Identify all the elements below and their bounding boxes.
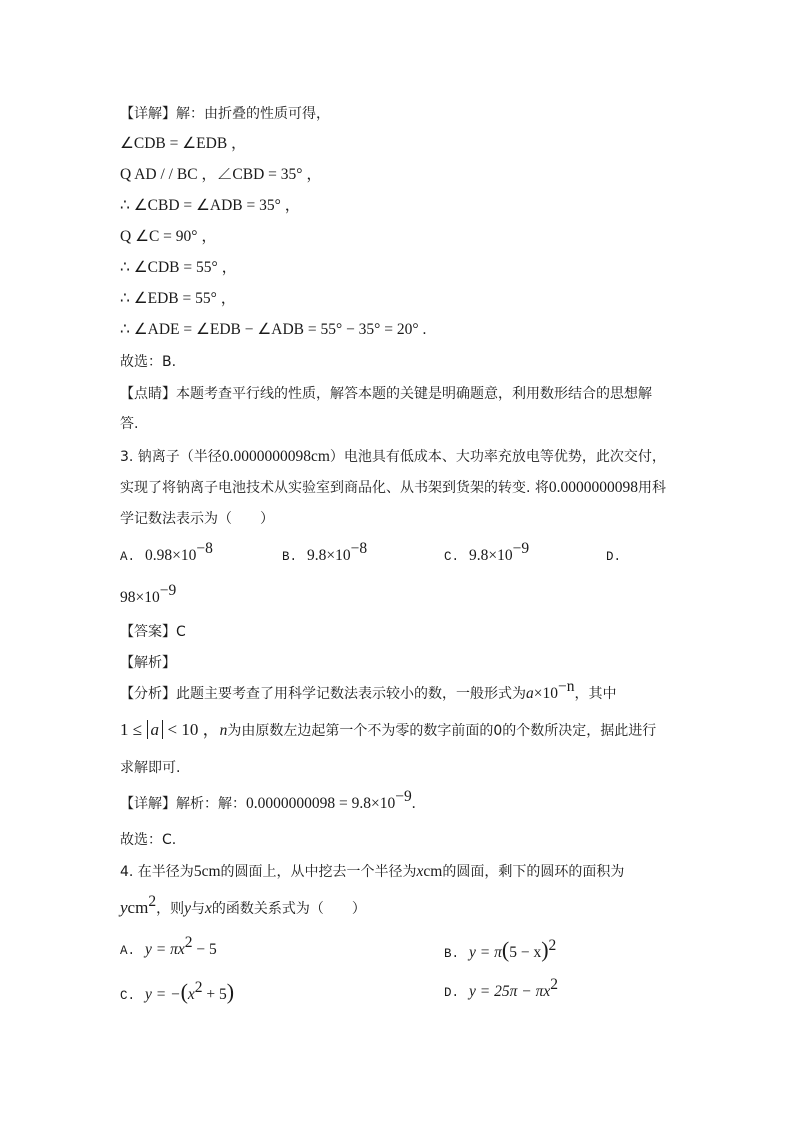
- q4-option-d[interactable]: [444, 976, 558, 1003]
- option-value: 9.8×10: [307, 547, 351, 564]
- q3-option-c[interactable]: [444, 540, 530, 567]
- math-a: a: [526, 685, 534, 702]
- option-formula: y = πx: [145, 941, 185, 958]
- therefore-symbol: ∴: [120, 290, 130, 307]
- comment-tag: 【点睛】: [120, 386, 176, 402]
- option-label: B.: [282, 550, 298, 564]
- q4-option-a[interactable]: [120, 934, 217, 961]
- q3-stem-line-1: [120, 447, 666, 467]
- math-x: x: [204, 900, 212, 917]
- step-3: [120, 196, 300, 216]
- choice-line: 故选：B.: [120, 354, 177, 370]
- option-label: B.: [444, 947, 460, 961]
- fenxi-text: 为由原数左边起第一个不为零的数字前面的0的个数所决定，据此进行: [227, 723, 657, 739]
- option-formula-tail: + 5: [202, 986, 227, 1003]
- comment-text: 本题考查平行线的性质，解答本题的关键是明确题意，利用数形结合的思想解: [176, 386, 652, 402]
- q4-option-b[interactable]: B. $y = \pi(5 - x)^2$: [444, 937, 557, 962]
- step-6: [120, 289, 236, 309]
- q3-stem-text: 3. 钠离子（半径: [120, 449, 222, 465]
- q4-radius: 5cm: [193, 863, 221, 880]
- comment-line-2: 答.: [120, 416, 139, 432]
- option-label: C.: [120, 989, 136, 1003]
- option-formula-tail: − 5: [192, 941, 217, 958]
- q3-stem-text: 用科: [638, 480, 667, 496]
- option-exponent: 2: [548, 937, 557, 954]
- step-6-text: ∠EDB = 55° ，: [133, 290, 237, 307]
- option-formula: y = −: [145, 986, 181, 1003]
- math-y: y: [120, 898, 128, 917]
- answer-line: [120, 622, 186, 642]
- q3-choice-line: 故选：C.: [120, 832, 177, 848]
- math-x: x: [416, 863, 424, 880]
- fenxi-line-1: [120, 678, 617, 704]
- q4-stem-line-2: [120, 893, 366, 919]
- step-3-text: ∠CBD = ∠ADB = 35° ，: [133, 197, 301, 214]
- q4-stem-text: 的函数关系式为（ ）: [211, 901, 366, 917]
- fenxi-line-2: [120, 720, 656, 741]
- option-exponent: −8: [350, 540, 368, 557]
- option-value: 98×10: [120, 589, 160, 606]
- q4-stem-line-1: [120, 862, 624, 882]
- q4-stem-text: 的圆面，剩下的圆环的面积为: [442, 864, 625, 880]
- math-n: n: [219, 722, 228, 739]
- step-5-text: ∠CDB = 55° ，: [133, 259, 238, 276]
- step-7: [120, 320, 426, 340]
- step-4: [120, 227, 217, 247]
- because-symbol: Q: [120, 228, 132, 245]
- option-label: A.: [120, 944, 136, 958]
- option-formula-inner: 5 − x: [509, 944, 542, 961]
- q3-option-a[interactable]: [120, 540, 213, 567]
- therefore-symbol: ∴: [120, 259, 130, 276]
- step-7-text: ∠ADE = ∠EDB − ∠ADB = 55° − 35° = 20° .: [133, 321, 427, 338]
- q4-stem-text: ，则: [156, 901, 185, 917]
- q3-stem-text: 实现了将钠离子电池技术从实验室到商品化、从书架到货架的转变. 将: [120, 480, 549, 496]
- q3-option-d[interactable]: [606, 546, 631, 567]
- option-exponent: −8: [196, 540, 213, 557]
- detail-line: [120, 104, 330, 124]
- answer-tag: 【答案】: [120, 624, 176, 640]
- option-label: D.: [606, 550, 622, 564]
- math-abs-a: a: [147, 720, 164, 739]
- q3-stem-text: ）电池具有低成本、大功率充放电等优势，此次交付，: [329, 449, 666, 465]
- step-1: [120, 134, 247, 154]
- fenxi-tag: 【分析】: [120, 686, 176, 702]
- step-4-text: ∠C = 90° ，: [135, 228, 217, 245]
- q3-option-d-value: [120, 582, 177, 608]
- q3-radius-value: 0.0000000098cm: [221, 448, 330, 465]
- detail-period: .: [411, 795, 416, 812]
- option-value: 9.8×10: [469, 547, 513, 564]
- step-1-text: ∠CDB = ∠EDB ，: [120, 135, 247, 152]
- math-inequality: < 10 ，: [167, 720, 220, 739]
- q3-number: 0.0000000098: [548, 479, 639, 496]
- math-ten: ×10: [533, 685, 558, 702]
- detail-math: 0.0000000098 = 9.8×10: [246, 795, 396, 812]
- q3-stem-line-3: 学记数法表示为（ ）: [120, 511, 274, 527]
- option-label: D.: [444, 986, 460, 1000]
- fenxi-text: ，其中: [574, 686, 617, 702]
- math-inequality: 1 ≤: [120, 720, 143, 739]
- option-exponent: 2: [550, 976, 558, 993]
- math-exponent: −n: [558, 678, 575, 695]
- detail-text: 解：由折叠的性质可得，: [176, 106, 330, 122]
- q4-option-c[interactable]: C. $y = -(x^2 + 5)$: [120, 979, 235, 1004]
- step-2-text: AD / / BC ，∠CBD = 35° ，: [134, 166, 322, 183]
- option-value: 0.98×10: [145, 547, 197, 564]
- therefore-symbol: ∴: [120, 321, 130, 338]
- comment-line: [120, 384, 652, 404]
- q4-stem-text: 4. 在半径为: [120, 864, 194, 880]
- option-formula: y = 25π − πx: [469, 983, 551, 1000]
- q4-stem-text: 与: [190, 901, 205, 917]
- detail-exponent: −9: [395, 788, 412, 805]
- because-symbol: Q: [120, 166, 132, 183]
- answer-value: C: [176, 624, 186, 640]
- option-exponent: −9: [159, 582, 177, 599]
- analysis-tag: 【解析】: [120, 655, 176, 671]
- fenxi-line-3: 求解即可.: [120, 760, 181, 776]
- math-exponent: 2: [148, 893, 157, 910]
- detail-text: 解析：解：: [176, 796, 246, 812]
- option-exponent: 2: [194, 979, 203, 996]
- q3-detail-line: [120, 788, 416, 814]
- option-formula: y = π: [469, 944, 502, 961]
- option-label: A.: [120, 550, 136, 564]
- math-unit: cm: [127, 898, 149, 917]
- option-label: C.: [444, 550, 460, 564]
- detail-tag: 【详解】: [120, 796, 176, 812]
- math-unit: cm: [423, 863, 443, 880]
- math-y: y: [184, 900, 191, 917]
- step-2: [120, 165, 322, 185]
- detail-tag: 【详解】: [120, 106, 176, 122]
- option-exponent: 2: [184, 934, 193, 951]
- step-5: [120, 258, 237, 278]
- fenxi-text: 此题主要考查了用科学记数法表示较小的数，一般形式为: [176, 686, 526, 702]
- therefore-symbol: ∴: [120, 197, 130, 214]
- option-formula-inner: x: [187, 986, 195, 1003]
- option-exponent: −9: [512, 540, 530, 557]
- q3-option-b[interactable]: [282, 540, 368, 567]
- q4-stem-text: 的圆面上，从中挖去一个半径为: [220, 864, 417, 880]
- q3-stem-line-2: [120, 478, 666, 498]
